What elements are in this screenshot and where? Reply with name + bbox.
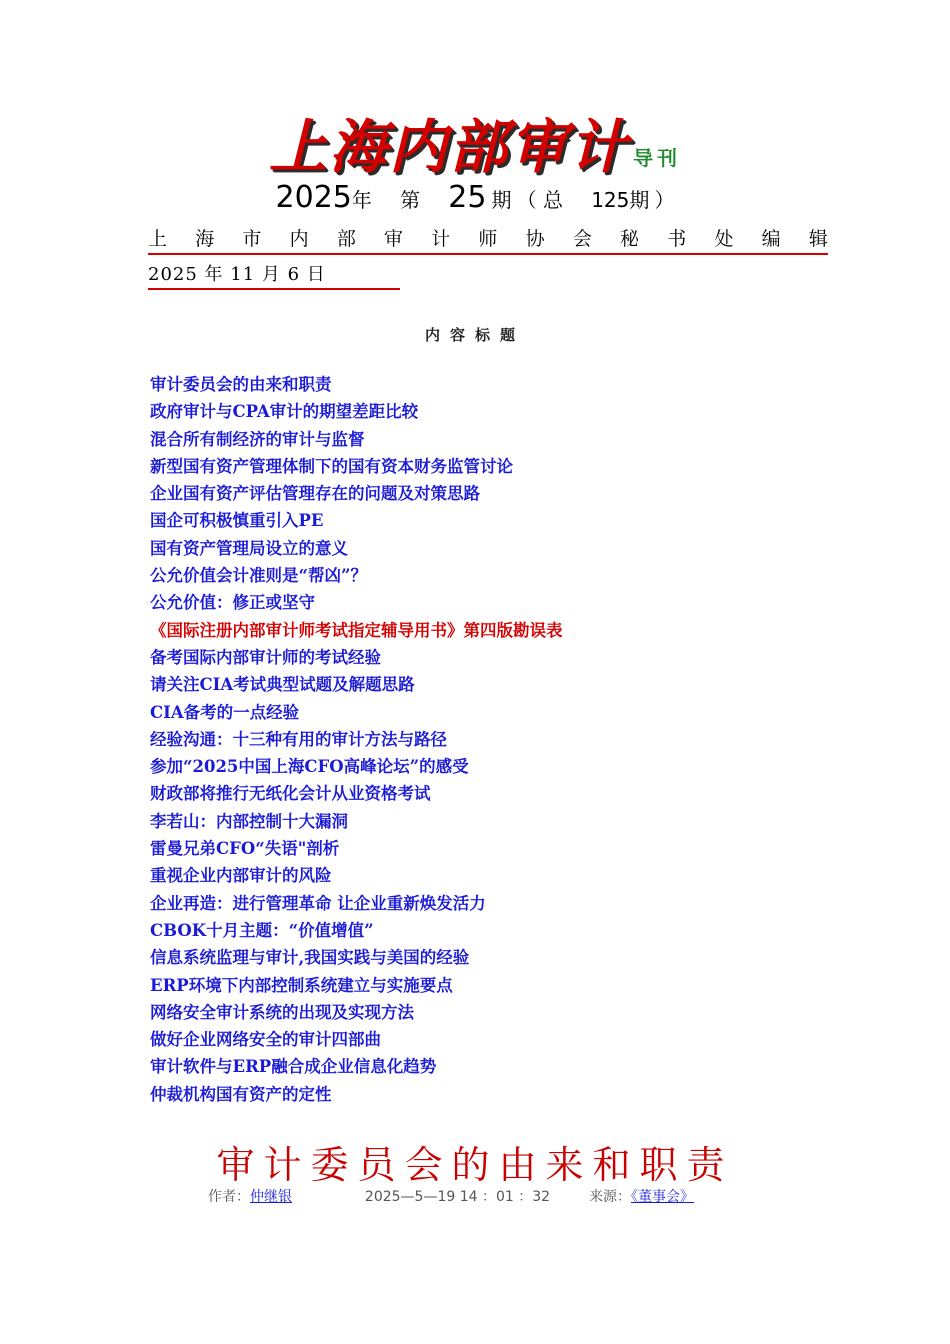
toc-item[interactable]: 备考国际内部审计师的考试经验 <box>150 647 381 667</box>
toc-item[interactable]: 政府审计与CPA审计的期望差距比较 <box>150 402 419 422</box>
toc-item[interactable]: 新型国有资产管理体制下的国有资本财务监管讨论 <box>150 456 513 476</box>
toc-item[interactable]: 参加“2025中国上海CFO高峰论坛”的感受 <box>150 757 469 777</box>
issue-total-close: ） <box>654 188 675 212</box>
article-byline <box>208 1186 694 1206</box>
toc-item[interactable]: 经验沟通：十三种有用的审计方法与路径 <box>150 729 447 749</box>
issue-year: 2025 <box>275 180 352 215</box>
toc-item[interactable]: 请关注CIA考试典型试题及解题思路 <box>150 675 415 695</box>
issue-line <box>0 180 950 215</box>
author-label: 作者： <box>208 1189 250 1205</box>
issue-qi: 期 <box>491 188 512 212</box>
toc-item[interactable]: 企业再造：进行管理革命 让企业重新焕发活力 <box>150 893 486 913</box>
toc-item[interactable]: CIA备考的一点经验 <box>150 702 300 722</box>
masthead-title: 上海内部审计 <box>268 113 629 181</box>
editor-char: 辑 <box>808 228 828 250</box>
toc-item[interactable]: 雷曼兄弟CFO“失语"剖析 <box>150 839 340 859</box>
editor-char: 部 <box>336 228 356 250</box>
editor-char: 师 <box>478 228 498 250</box>
issue-number: 25 <box>448 180 487 215</box>
toc-item[interactable]: 企业国有资产评估管理存在的问题及对策思路 <box>150 484 480 504</box>
article-datetime: 2025—5—19 14 ：01 ：32 <box>364 1189 551 1205</box>
masthead-subtitle: 导刊 <box>633 146 681 170</box>
toc-item[interactable]: 混合所有制经济的审计与监督 <box>150 429 365 449</box>
toc-item[interactable]: 公允价值会计准则是“帮凶”？ <box>150 566 367 586</box>
issue-total: 125期 <box>591 188 650 212</box>
editor-line <box>148 224 828 255</box>
issue-di: 第 <box>400 188 421 212</box>
toc-item[interactable]: 信息系统监理与审计,我国实践与美国的经验 <box>150 948 470 968</box>
author-link[interactable]: 仲继银 <box>250 1189 292 1205</box>
toc-item[interactable]: 国企可积极慎重引入PE <box>150 511 324 531</box>
issue-date: 2025 年 11 月 6 日 <box>148 260 400 290</box>
editor-char: 编 <box>761 228 781 250</box>
issue-total-open: （ 总 <box>516 188 563 212</box>
editor-char: 计 <box>431 228 451 250</box>
toc-item[interactable]: ERP环境下内部控制系统建立与实施要点 <box>150 975 453 995</box>
toc-item[interactable]: CBOK十月主题：“价值增值” <box>150 920 374 940</box>
article-title: 审计委员会的由来和职责 <box>216 1143 734 1187</box>
toc-item[interactable]: 公允价值：修正或坚守 <box>150 593 315 613</box>
toc-item[interactable]: 审计委员会的由来和职责 <box>150 375 332 394</box>
source-link[interactable]: 《董事会》 <box>630 1189 694 1205</box>
editor-char: 海 <box>195 228 215 250</box>
source-label: 来源： <box>588 1189 631 1205</box>
editor-char: 处 <box>714 228 734 250</box>
editor-char: 协 <box>525 228 545 250</box>
toc-item[interactable]: 网络安全审计系统的出现及实现方法 <box>150 1002 414 1022</box>
toc-item[interactable]: 李若山：内部控制十大漏洞 <box>150 811 348 831</box>
toc-item[interactable]: 审计软件与ERP融合成企业信息化趋势 <box>150 1057 437 1077</box>
issue-year-unit: 年 <box>351 188 372 212</box>
toc-list <box>150 371 563 1108</box>
editor-char: 会 <box>572 228 592 250</box>
toc-item[interactable]: 国有资产管理局设立的意义 <box>150 538 348 558</box>
masthead <box>0 100 950 184</box>
toc-item[interactable]: 财政部将推行无纸化会计从业资格考试 <box>150 784 431 804</box>
editor-char: 内 <box>289 228 309 250</box>
editor-char: 上 <box>148 228 168 250</box>
editor-char: 审 <box>384 228 404 250</box>
editor-char: 书 <box>667 228 687 250</box>
editor-char: 秘 <box>620 228 640 250</box>
editor-char: 市 <box>242 228 262 250</box>
toc-item[interactable]: 《国际注册内部审计师考试指定辅导用书》第四版勘误表 <box>150 620 563 640</box>
toc-item[interactable]: 做好企业网络安全的审计四部曲 <box>150 1030 381 1050</box>
toc-heading: 内容标题 <box>424 326 525 344</box>
toc-item[interactable]: 仲裁机构国有资产的定性 <box>150 1084 332 1104</box>
toc-item[interactable]: 重视企业内部审计的风险 <box>150 866 332 886</box>
